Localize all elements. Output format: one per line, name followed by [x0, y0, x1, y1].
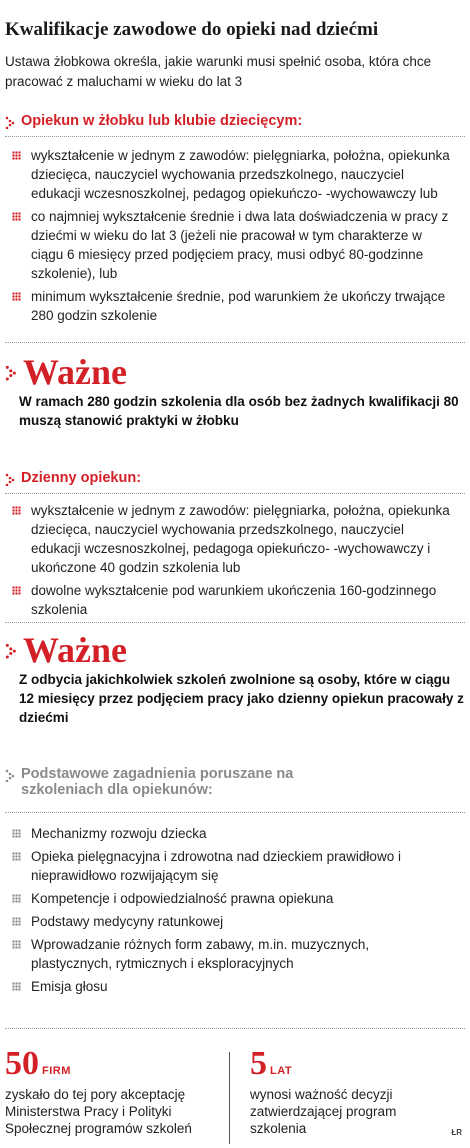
- stat-lat: [250, 1046, 450, 1137]
- section-heading-label: Dzienny opiekun:: [21, 470, 142, 486]
- list-item: [12, 146, 452, 203]
- chevron-right-icon: [5, 115, 17, 129]
- list-item: [12, 207, 452, 283]
- important-note-2: [5, 630, 465, 727]
- section-divider: [5, 812, 465, 813]
- list-item-text: wykształcenie w jednym z zawodów: pielęgniarka, położna, opiekunka dziecięca, nauczyciel wychowania przedszkolnego, nauczyciel edukacji wczesnoszkolnej, pedagog opiekuńczo- -wychowawczy lub: [31, 148, 450, 201]
- dot-grid-bullet-icon: [12, 292, 21, 301]
- list-item-text: Mechanizmy rozwoju dziecka: [31, 826, 207, 841]
- list-item: [12, 287, 452, 325]
- dot-grid-bullet-icon: [12, 852, 21, 861]
- section-divider: [5, 136, 465, 137]
- list-item-text: dowolne wykształcenie pod warunkiem ukończenia 160-godzinnego szkolenia: [31, 583, 437, 617]
- stat-divider: [229, 1052, 230, 1144]
- dot-grid-bullet-icon: [12, 586, 21, 595]
- page-subtitle: Ustawa żłobkowa określa, jakie warunki musi spełnić osoba, która chce pracować z maluchami w wieku do lat 3: [5, 54, 432, 89]
- section-heading-zagadnienia: [5, 766, 305, 798]
- section-divider: [5, 1028, 465, 1029]
- dot-grid-bullet-icon: [12, 982, 21, 991]
- list-item-text: Emisja głosu: [31, 979, 108, 994]
- chevron-right-icon: [5, 768, 17, 782]
- training-topics-list: [12, 824, 452, 1000]
- list-item-text: Opieka pielęgnacyjna i zdrowotna nad dzieckiem prawidłowo i nieprawidłowo rozwijającym się: [31, 849, 401, 883]
- list-item-text: Podstawy medycyny ratunkowej: [31, 914, 224, 929]
- important-label: Ważne: [23, 630, 127, 670]
- list-item-text: wykształcenie w jednym z zawodów: pielęgniarka, położna, opiekunka dziecięca, nauczyciel wychowania przedszkolnego, nauczyciel edukacji wczesnoszkolnej, pedagoga opiekuńczo- -wychowawczy i ukończone 40 godzin szkolenia lub: [31, 503, 450, 575]
- section-divider: [5, 342, 465, 343]
- stat-number: 50: [5, 1045, 39, 1082]
- stat-firm: [5, 1046, 220, 1137]
- stat-text: wynosi ważność decyzji zatwierdzającej program szkolenia: [250, 1087, 397, 1136]
- section-heading-label: Opiekun w żłobku lub klubie dziecięcym:: [21, 113, 303, 129]
- page-title: Kwalifikacje zawodowe do opieki nad dziećmi: [5, 19, 379, 40]
- list-item: [12, 501, 452, 577]
- section-heading-dzienny-opiekun: [5, 470, 141, 486]
- dot-grid-bullet-icon: [12, 917, 21, 926]
- dot-grid-bullet-icon: [12, 212, 21, 221]
- list-item-text: co najmniej wykształcenie średnie i dwa lata doświadczenia w pracy z dziećmi w wieku do lat 3 (jeżeli nie pracował w tym charakterze w ciągu 6 miesięcy przed podjęciem pracy, musi odbyć 80-godzinne szkolenie), lub: [31, 209, 449, 281]
- qualification-list-dzienny: [12, 501, 452, 623]
- section-divider: [5, 622, 465, 623]
- dot-grid-bullet-icon: [12, 506, 21, 515]
- list-item: [12, 889, 452, 908]
- section-heading-label: Podstawowe zagadnienia poruszane na szkoleniach dla opiekunów:: [21, 766, 294, 798]
- important-text: W ramach 280 godzin szkolenia dla osób bez żadnych kwalifikacji 80 muszą stanowić praktyki w żłobku: [19, 394, 459, 428]
- list-item-text: Kompetencje i odpowiedzialność prawna opiekuna: [31, 891, 334, 906]
- stat-unit: FIRM: [42, 1065, 71, 1077]
- list-item-text: Wprowadzanie różnych form zabawy, m.in. muzycznych, plastycznych, rytmicznych i eksploracyjnych: [31, 937, 370, 971]
- chevron-right-icon: [5, 641, 19, 659]
- chevron-right-icon: [5, 472, 17, 486]
- chevron-right-icon: [5, 363, 19, 381]
- dot-grid-bullet-icon: [12, 894, 21, 903]
- list-item-text: minimum wykształcenie średnie, pod warunkiem że ukończy trwające 280 godzin szkolenie: [31, 289, 446, 323]
- list-item: [12, 824, 452, 843]
- list-item: [12, 581, 452, 619]
- dot-grid-bullet-icon: [12, 940, 21, 949]
- list-item: [12, 935, 452, 973]
- qualification-list-opiekun: [12, 146, 452, 329]
- dot-grid-bullet-icon: [12, 829, 21, 838]
- stat-unit: LAT: [270, 1065, 293, 1077]
- section-divider: [5, 493, 465, 494]
- list-item: [12, 912, 452, 931]
- list-item: [12, 977, 452, 996]
- important-note-1: [5, 352, 465, 430]
- list-item: [12, 847, 452, 885]
- dot-grid-bullet-icon: [12, 151, 21, 160]
- stat-text: zyskało do tej pory akceptację Ministerstwa Pracy i Polityki Społecznej programów szkoleń: [5, 1087, 192, 1136]
- important-text: Z odbycia jakichkolwiek szkoleń zwolnione są osoby, które w ciągu 12 miesięcy przez podjęciem pracy jako dzienny opiekun pracowały z dziećmi: [19, 672, 464, 725]
- section-heading-opiekun: [5, 113, 302, 129]
- author-credit: ŁR: [451, 1128, 462, 1137]
- important-label: Ważne: [23, 352, 127, 392]
- stat-number: 5: [250, 1045, 267, 1082]
